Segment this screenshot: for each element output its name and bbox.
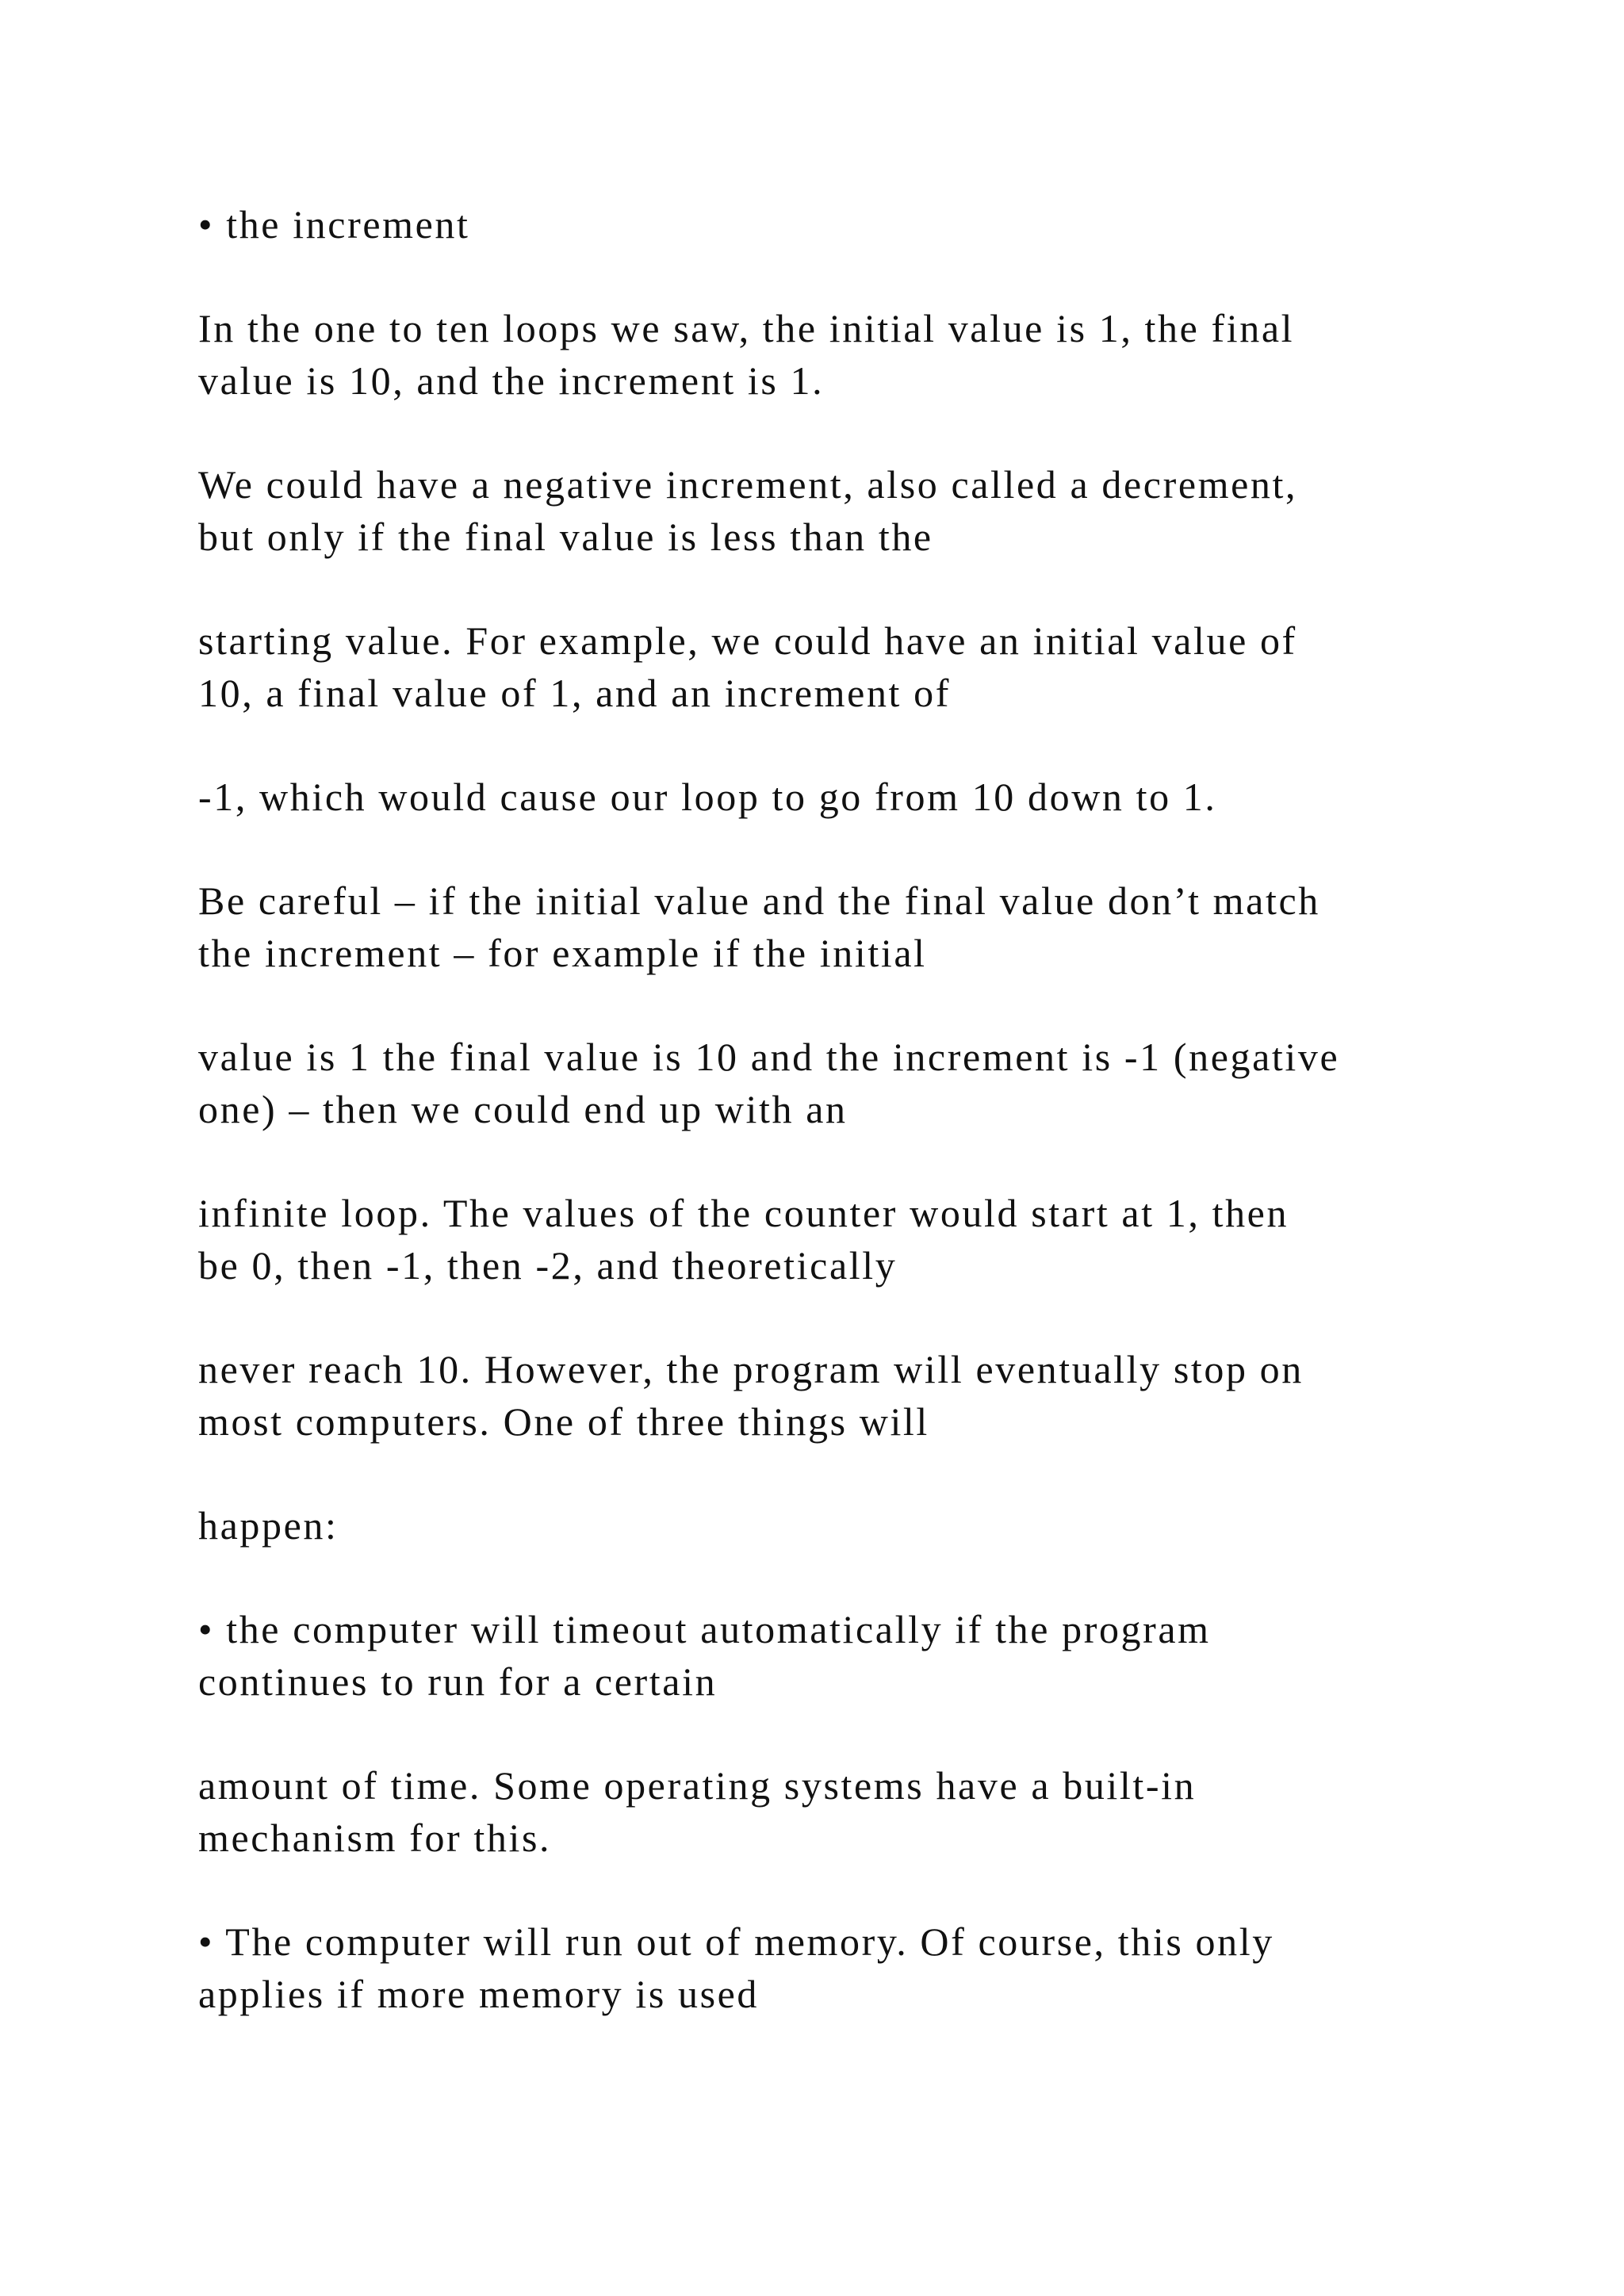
text-line: amount of time. Some operating systems have a built-in <box>198 1763 1197 1808</box>
text-line: value is 10, and the increment is 1. <box>198 358 825 403</box>
text-line: We could have a negative increment, also called a decrement, <box>198 462 1298 507</box>
text-line: 10, a final value of 1, and an increment of <box>198 671 951 715</box>
paragraph-bullet-increment <box>198 198 1507 251</box>
paragraph-be-careful <box>198 874 1507 979</box>
text-line: • the increment <box>198 202 470 247</box>
text-line: but only if the final value is less than the <box>198 515 933 559</box>
text-line: starting value. For example, we could have an initial value of <box>198 618 1297 663</box>
paragraph-amount-of-time <box>198 1759 1507 1864</box>
paragraph-infinite-loop <box>198 1187 1507 1292</box>
paragraph-happen <box>198 1499 1507 1552</box>
text-line: one) – then we could end up with an <box>198 1087 848 1131</box>
text-line: continues to run for a certain <box>198 1659 718 1704</box>
text-line: most computers. One of three things will <box>198 1399 929 1444</box>
text-line: Be careful – if the initial value and the final value don’t match <box>198 878 1320 923</box>
paragraph-value-is-1 <box>198 1031 1507 1135</box>
text-line: -1, which would cause our loop to go from 10 down to 1. <box>198 775 1217 819</box>
paragraph-bullet-memory <box>198 1915 1507 2020</box>
paragraph-one-to-ten <box>198 302 1507 407</box>
paragraph-minus-one <box>198 771 1507 823</box>
paragraph-never-reach <box>198 1343 1507 1448</box>
text-line: infinite loop. The values of the counter would start at 1, then <box>198 1191 1289 1235</box>
text-line: • The computer will run out of memory. Of course, this only <box>198 1919 1274 1964</box>
text-line: the increment – for example if the initial <box>198 931 927 975</box>
text-line: applies if more memory is used <box>198 1972 760 2016</box>
text-line: value is 1 the final value is 10 and the increment is -1 (negative <box>198 1035 1340 1079</box>
paragraph-starting-value <box>198 614 1507 719</box>
text-line: mechanism for this. <box>198 1816 552 1860</box>
text-line: be 0, then -1, then -2, and theoretically <box>198 1243 898 1288</box>
text-line: • the computer will timeout automatically if the program <box>198 1607 1211 1651</box>
text-line: happen: <box>198 1503 339 1548</box>
text-line: In the one to ten loops we saw, the initial value is 1, the final <box>198 306 1295 350</box>
text-line: never reach 10. However, the program will eventually stop on <box>198 1347 1304 1391</box>
paragraph-negative-increment <box>198 458 1507 563</box>
paragraph-bullet-timeout <box>198 1603 1507 1708</box>
